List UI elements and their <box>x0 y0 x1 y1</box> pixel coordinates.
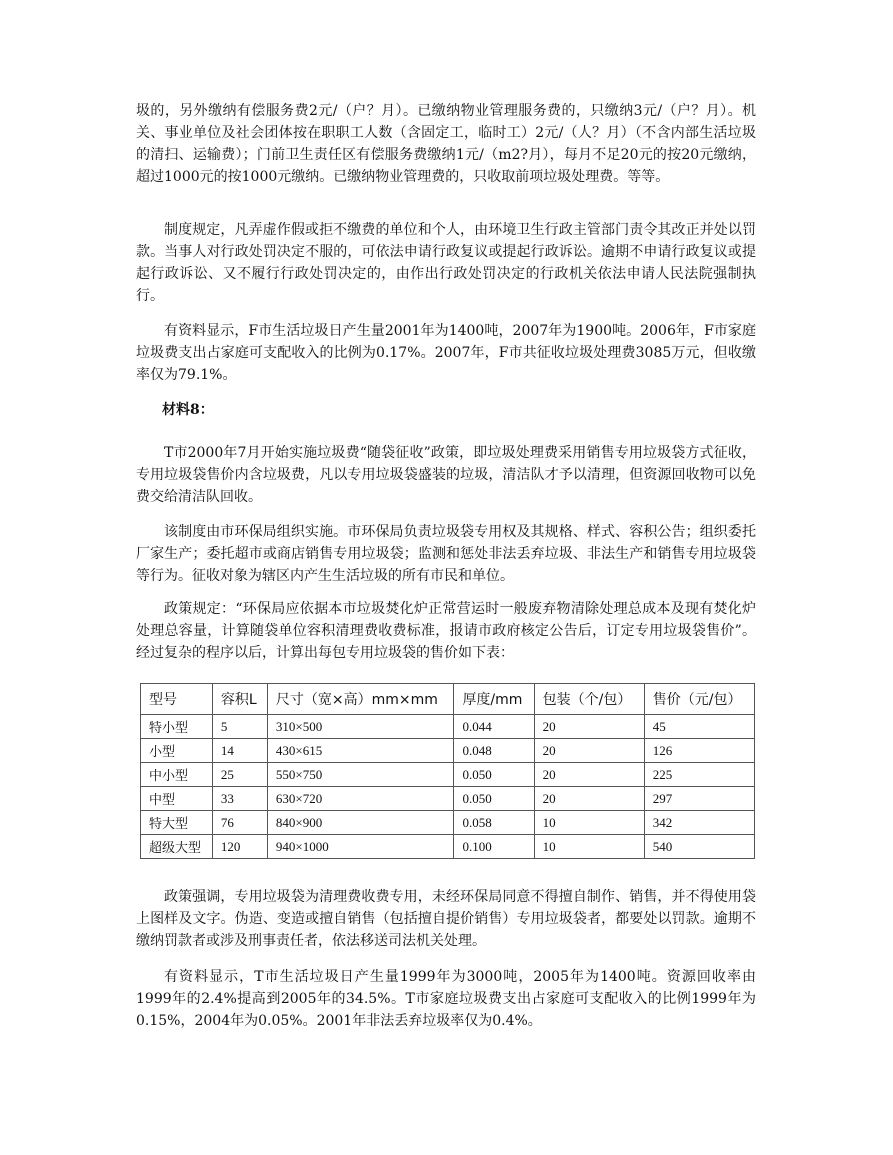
cell-price: 45 <box>644 715 754 739</box>
cell-thickness: 0.050 <box>454 787 534 811</box>
header-model: 型号 <box>141 684 213 715</box>
cell-thickness: 0.044 <box>454 715 534 739</box>
paragraph-f-city-data: 有资料显示，F市生活垃圾日产生量2001年为1400吨，2007年为1900吨。2006年，F市家庭垃圾费支出占家庭可支配收入的比例为0.17%。2007年，F市共征收垃圾处理费3085万元，但收缴率仅为79.1%。 <box>136 323 756 383</box>
cell-model: 特小型 <box>141 715 213 739</box>
cell-price: 540 <box>644 835 754 859</box>
table-row <box>141 763 755 787</box>
table-row <box>141 787 755 811</box>
table-row <box>141 835 755 859</box>
cell-package: 20 <box>534 715 644 739</box>
cell-size: 310×500 <box>267 715 454 739</box>
paragraph-fee-rates: 圾的，另外缴纳有偿服务费2元/（户？月）。已缴纳物业管理服务费的，只缴纳3元/（户？月）。机关、事业单位及社会团体按在职职工人数（含固定工，临时工）2元/（人？月）（不含内部生活垃圾的清扫、运输费）；门前卫生责任区有偿服务费缴纳1元/（m2?月），每月不足20元的按20元缴纳，超过1000元的按1000元缴纳。已缴纳物业管理费的，只收取前项垃圾处理费。等等。 <box>136 103 756 185</box>
cell-volume: 76 <box>212 811 267 835</box>
cell-package: 10 <box>534 811 644 835</box>
table-row <box>141 811 755 835</box>
bag-price-table <box>140 683 755 859</box>
cell-price: 342 <box>644 811 754 835</box>
cell-price: 126 <box>644 739 754 763</box>
header-volume: 容积L <box>212 684 267 715</box>
cell-thickness: 0.100 <box>454 835 534 859</box>
cell-size: 840×900 <box>267 811 454 835</box>
cell-model: 超级大型 <box>141 835 213 859</box>
table-row <box>141 715 755 739</box>
cell-package: 20 <box>534 739 644 763</box>
paragraph-implementation: 该制度由市环保局组织实施。市环保局负责垃圾袋专用权及其规格、样式、容积公告；组织委托厂家生产；委托超市或商店销售专用垃圾袋；监测和惩处非法丢弃垃圾、非法生产和销售专用垃圾袋等行为。征收对象为辖区内产生生活垃圾的所有市民和单位。 <box>136 524 756 584</box>
material-heading: 材料8： <box>162 402 214 418</box>
header-size: 尺寸（宽×高）mm×mm <box>267 684 454 715</box>
cell-size: 630×720 <box>267 787 454 811</box>
cell-package: 20 <box>534 787 644 811</box>
paragraph-penalty-rules: 制度规定，凡弄虚作假或拒不缴费的单位和个人，由环境卫生行政主管部门责令其改正并处以罚款。当事人对行政处罚决定不服的，可依法申请行政复议或提起行政诉讼。逾期不申请行政复议或提起行政诉讼、又不履行行政处罚决定的，由作出行政处罚决定的行政机关依法申请人民法院强制执行。 <box>136 222 756 304</box>
cell-model: 小型 <box>141 739 213 763</box>
cell-package: 10 <box>534 835 644 859</box>
cell-package: 20 <box>534 763 644 787</box>
cell-volume: 14 <box>212 739 267 763</box>
table-row <box>141 739 755 763</box>
paragraph-t-city-data: 有资料显示，T市生活垃圾日产生量1999年为3000吨，2005年为1400吨。资源回收率由1999年的2.4%提高到2005年的34.5%。T市家庭垃圾费支出占家庭可支配收入的比例1999年为0.15%，2004年为0.05%。2001年非法丢弃垃圾率仅为0.4%。 <box>136 969 756 1029</box>
cell-model: 中型 <box>141 787 213 811</box>
paragraph-t-city-policy: T市2000年7月开始实施垃圾费“随袋征收”政策，即垃圾处理费采用销售专用垃圾袋方式征收，专用垃圾袋售价内含垃圾费，凡以专用垃圾袋盛装的垃圾，清洁队才予以清理，但资源回收物可以免费交给清洁队回收。 <box>136 445 756 505</box>
cell-model: 中小型 <box>141 763 213 787</box>
header-price: 售价（元/包） <box>644 684 754 715</box>
cell-thickness: 0.050 <box>454 763 534 787</box>
cell-size: 550×750 <box>267 763 454 787</box>
cell-thickness: 0.048 <box>454 739 534 763</box>
paragraph-bag-restrictions: 政策强调，专用垃圾袋为清理费收费专用，未经环保局同意不得擅自制作、销售，并不得使用袋上图样及文字。伪造、变造或擅自销售（包括擅自提价销售）专用垃圾袋者，都要处以罚款。逾期不缴纳罚款者或涉及刑事责任者，依法移送司法机关处理。 <box>136 889 756 949</box>
paragraph-policy-pricing: 政策规定：“环保局应依据本市垃圾焚化炉正常营运时一般废弃物清除处理总成本及现有焚化炉处理总容量，计算随袋单位容积清理费收费标准，报请市政府核定公告后，订定专用垃圾袋售价”。经过复杂的程序以后，计算出每包专用垃圾袋的售价如下表： <box>136 601 756 661</box>
cell-volume: 5 <box>212 715 267 739</box>
header-package: 包装（个/包） <box>534 684 644 715</box>
table-header-row <box>141 684 755 715</box>
cell-price: 297 <box>644 787 754 811</box>
cell-size: 940×1000 <box>267 835 454 859</box>
cell-model: 特大型 <box>141 811 213 835</box>
cell-thickness: 0.058 <box>454 811 534 835</box>
cell-volume: 25 <box>212 763 267 787</box>
cell-price: 225 <box>644 763 754 787</box>
cell-volume: 120 <box>212 835 267 859</box>
cell-volume: 33 <box>212 787 267 811</box>
header-thickness: 厚度/mm <box>454 684 534 715</box>
cell-size: 430×615 <box>267 739 454 763</box>
